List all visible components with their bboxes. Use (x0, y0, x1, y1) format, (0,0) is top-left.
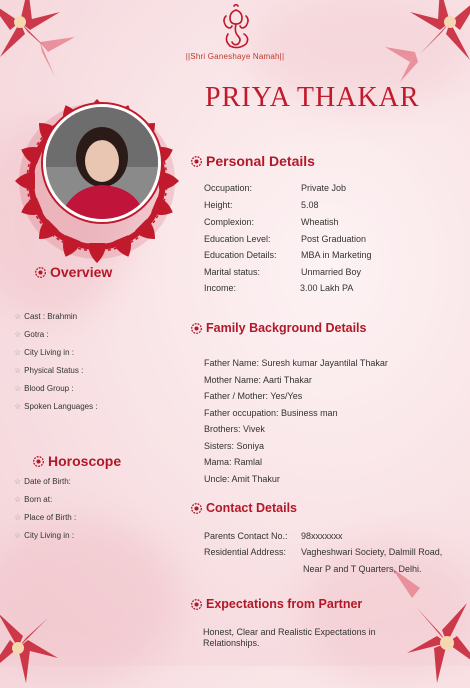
flower-decoration (0, 578, 88, 688)
personal-details-heading (190, 153, 315, 169)
mantra-text: ||Shri Ganeshaye Namah|| (185, 52, 285, 61)
contact-details (204, 531, 464, 581)
complexion-label: Complexion: (204, 217, 255, 227)
address-line-2: Near P and T Quarters, Delhi. (303, 564, 422, 574)
overview-title: Overview (50, 264, 113, 280)
expectations-heading (190, 597, 362, 611)
list-item: Father / Mother: Yes/Yes (204, 391, 303, 401)
list-item: ☆ Blood Group : (14, 384, 74, 393)
family-list (204, 358, 388, 490)
education-details-value: MBA in Marketing (301, 250, 372, 260)
horoscope-list (14, 477, 76, 549)
parents-contact-label: Parents Contact No.: (204, 531, 288, 541)
star-icon: ☆ (14, 513, 22, 522)
horoscope-title: Horoscope (48, 453, 122, 469)
contact-heading (190, 501, 297, 515)
marital-status-label: Marital status: (204, 267, 261, 277)
star-icon: ☆ (14, 531, 22, 540)
height-label: Height: (204, 200, 233, 210)
education-level-value: Post Graduation (301, 234, 367, 244)
list-item: ☆ Born at: (14, 495, 53, 504)
candidate-name: PRIYA THAKAR (205, 82, 420, 113)
personal-details-list (204, 183, 404, 303)
list-item: Sisters: Soniya (204, 440, 265, 451)
education-details-label: Education Details: (204, 250, 277, 260)
list-item: ☆ Place of Birth : (14, 513, 77, 522)
star-icon: ☆ (14, 348, 22, 357)
education-level-label: Education Level: (204, 234, 271, 244)
gear-bullet-icon (190, 322, 203, 335)
star-icon: ☆ (14, 330, 22, 339)
overview-heading (34, 264, 112, 280)
list-item: ☆ Spoken Languages : (14, 402, 98, 411)
star-icon: ☆ (14, 384, 22, 393)
family-heading (190, 321, 366, 335)
gear-bullet-icon (34, 266, 47, 279)
gear-bullet-icon (190, 598, 203, 611)
star-icon: ☆ (14, 495, 22, 504)
family-title: Family Background Details (206, 321, 367, 335)
complexion-value: Wheatish (301, 217, 339, 227)
gear-bullet-icon (190, 502, 203, 515)
star-icon: ☆ (14, 312, 22, 321)
list-item: Father Name: Suresh kumar Jayantilal Thakar (204, 358, 388, 368)
list-item: Mother Name: Aarti Thakar (204, 374, 312, 385)
marital-status-value: Unmarried Boy (301, 267, 362, 277)
profile-photo (43, 104, 161, 222)
star-icon: ☆ (14, 366, 22, 375)
address-label: Residential Address: (204, 547, 287, 557)
list-item: ☆ Physical Status : (14, 366, 84, 375)
income-value: 3.00 Lakh PA (300, 283, 354, 293)
list-item: ☆ Cast : Brahmin (14, 312, 78, 321)
overview-list (14, 312, 98, 420)
list-item: ☆ Gotra : (14, 330, 49, 339)
list-item: Mama: Ramlal (204, 457, 263, 467)
list-item: Uncle: Amit Thakur (204, 473, 280, 484)
personal-details-title: Personal Details (206, 153, 315, 169)
list-item: Father occupation: Business man (204, 407, 338, 418)
horoscope-heading (32, 453, 121, 469)
expectations-title: Expectations from Partner (206, 597, 363, 611)
expectations-text: Honest, Clear and Realistic Expectations in Relationships. (203, 627, 376, 648)
ganesha-icon (218, 4, 254, 50)
income-label: Income: (204, 283, 237, 293)
occupation-label: Occupation: (204, 183, 253, 193)
gear-bullet-icon (190, 155, 203, 168)
list-item: ☆ Date of Birth: (14, 477, 71, 486)
star-icon: ☆ (14, 402, 22, 411)
gear-bullet-icon (32, 455, 45, 468)
contact-title: Contact Details (206, 501, 297, 515)
occupation-value: Private Job (301, 183, 347, 193)
parents-contact-value: 98xxxxxxx (301, 531, 343, 541)
star-icon: ☆ (14, 477, 22, 486)
list-item: ☆ City Living in : (14, 348, 74, 357)
list-item: ☆ City Living in : (14, 531, 74, 540)
list-item: Brothers: Vivek (204, 424, 265, 434)
flower-decoration (0, 0, 90, 92)
address-line-1: Vagheshwari Society, Dalmill Road, (301, 547, 443, 557)
height-value: 5.08 (301, 200, 319, 210)
